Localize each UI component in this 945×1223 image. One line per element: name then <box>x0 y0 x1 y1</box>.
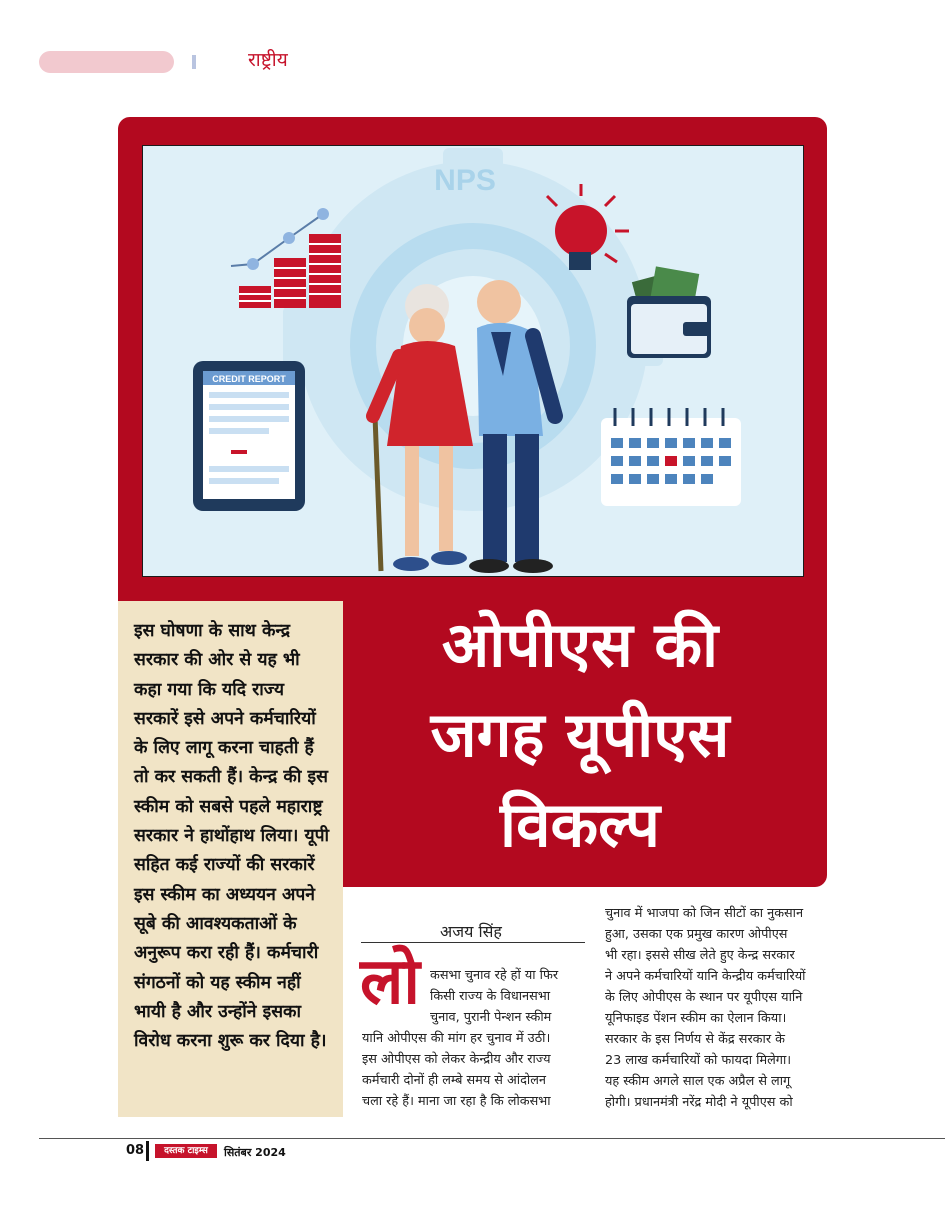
pull-quote-text: इस घोषणा के साथ केन्द्र सरकार की ओर से यह भी कहा गया कि यदि राज्य सरकारें इसे अपने कर्मचारियों के लिए लागू करना चाहती हैं तो कर सकती हैं। केन्द्र की इस स्कीम को सबसे पहले महाराष्ट्र सरकार ने हाथोंहाथ लिया। यूपी सहित कई राज्यों की सरकारें इस स्कीम का अध्ययन अपने सूबे की आवश्यकताओं के अनुरूप करा रही हैं। कर्मचारी संगठनों को यह स्कीम नहीं भायी है और उन्होंने इसका विरोध करना शुरू कर दिया है। <box>134 621 330 1052</box>
nps-label: NPS <box>434 164 496 197</box>
article-column-1 <box>362 965 584 1112</box>
article-line: भी रहा। इससे सीख लेते हुए केन्द्र सरकार <box>605 948 795 963</box>
magazine-logo: दस्तक टाइम्स <box>155 1144 217 1158</box>
pension-illustration <box>142 145 804 577</box>
header-separator <box>192 55 196 69</box>
pull-quote-box <box>118 601 343 1117</box>
footer-separator <box>146 1141 149 1161</box>
byline-divider <box>361 942 585 943</box>
headline <box>370 600 790 870</box>
article-line: यानि ओपीएस की मांग हर चुनाव में उठी। <box>362 1031 551 1046</box>
issue-date: सितंबर 2024 <box>224 1146 286 1159</box>
article-line: चला रहे हैं। माना जा रहा है कि लोकसभा <box>362 1094 551 1109</box>
section-title: राष्ट्रीय <box>248 49 288 71</box>
headline-line-1: ओपीएस की <box>441 608 719 681</box>
article-line: चुनाव में भाजपा को जिन सीटों का नुकसान <box>605 906 804 921</box>
article-line: 23 लाख कर्मचारियों को फायदा मिलेगा। <box>605 1053 792 1068</box>
article-line: ने अपने कर्मचारियों यानि केन्द्रीय कर्मचारियों <box>605 969 806 984</box>
header-pill <box>39 51 174 73</box>
article-line: के लिए ओपीएस के स्थान पर यूपीएस यानि <box>605 990 803 1005</box>
article-line: किसी राज्य के विधानसभा <box>430 989 551 1004</box>
byline: अजय सिंह <box>440 922 502 941</box>
footer-divider <box>39 1138 945 1139</box>
headline-line-3: विकल्प <box>500 788 660 861</box>
drop-cap: लो <box>360 945 420 1019</box>
article-line: यह स्कीम अगले साल एक अप्रैल से लागू <box>605 1074 791 1089</box>
article-line: हुआ, उसका एक प्रमुख कारण ओपीएस <box>605 927 788 942</box>
article-line: सरकार के इस निर्णय से केंद्र सरकार के <box>605 1032 785 1047</box>
headline-line-2: जगह यूपीएस <box>430 698 730 771</box>
page-number: 08 <box>126 1143 145 1158</box>
article-line: यूनिफाइड पेंशन स्कीम का ऐलान किया। <box>605 1011 787 1026</box>
credit-report-label: CREDIT REPORT <box>212 374 286 384</box>
article-line: कसभा चुनाव रहे हों या फिर <box>430 968 559 983</box>
article-line: होगी। प्रधानमंत्री नरेंद्र मोदी ने यूपीएस को <box>605 1095 793 1110</box>
article-line: इस ओपीएस को लेकर केन्द्रीय और राज्य <box>362 1052 551 1067</box>
article-column-2 <box>605 903 827 1113</box>
article-line: चुनाव, पुरानी पेन्शन स्कीम <box>430 1010 552 1025</box>
article-line: कर्मचारी दोनों ही लम्बे समय से आंदोलन <box>362 1073 546 1088</box>
